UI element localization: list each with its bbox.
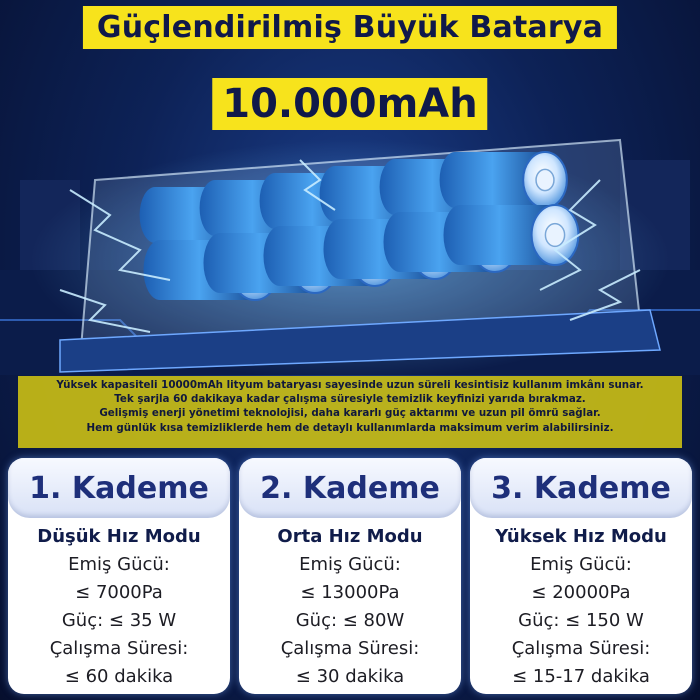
power-value: Güç: ≤ 150 W <box>518 610 644 631</box>
level-card-3 <box>470 458 692 694</box>
level-card-2 <box>239 458 461 694</box>
speed-mode: Düşük Hız Modu <box>37 526 201 547</box>
suction-label: Emiş Gücü: <box>68 554 170 575</box>
runtime-label: Çalışma Süresi: <box>511 638 651 659</box>
headline-banner: Güçlendirilmiş Büyük Batarya <box>83 6 617 49</box>
level-title: 1. Kademe <box>8 458 230 518</box>
level-title: 3. Kademe <box>470 458 692 518</box>
runtime-value: ≤ 15-17 dakika <box>512 666 650 687</box>
power-value: Güç: ≤ 80W <box>295 610 405 631</box>
description-line: Yüksek kapasiteli 10000mAh lityum bataryası sayesinde uzun süreli kesintisiz kullanım imkânı sunar. <box>56 379 644 391</box>
speed-mode: Orta Hız Modu <box>277 526 423 547</box>
capacity-banner: 10.000mAh <box>212 78 487 130</box>
runtime-label: Çalışma Süresi: <box>280 638 420 659</box>
suction-value: ≤ 20000Pa <box>531 582 631 603</box>
power-value: Güç: ≤ 35 W <box>61 610 177 631</box>
description-line: Tek şarjla 60 dakikaya kadar çalışma süresiyle temizlik keyfinizi yarıda bırakmaz. <box>114 393 586 406</box>
description-box <box>18 376 682 448</box>
battery-terminal <box>536 169 554 190</box>
suction-value: ≤ 13000Pa <box>300 582 400 603</box>
level-card-1 <box>8 458 230 694</box>
battery-terminal <box>545 224 564 247</box>
suction-label: Emiş Gücü: <box>530 554 632 575</box>
battery-pack-illustration <box>0 120 700 375</box>
runtime-value: ≤ 30 dakika <box>295 666 405 687</box>
level-title: 2. Kademe <box>239 458 461 518</box>
description-line: Gelişmiş enerji yönetimi teknolojisi, daha kararlı güç aktarımı ve uzun pil ömrü sağlar. <box>99 407 601 420</box>
suction-label: Emiş Gücü: <box>299 554 401 575</box>
description-line: Hem günlük kısa temizliklerde hem de detaylı kullanımlarda maksimum verim alabilirsiniz. <box>86 421 614 434</box>
runtime-value: ≤ 60 dakika <box>64 666 174 687</box>
runtime-label: Çalışma Süresi: <box>49 638 189 659</box>
speed-mode: Yüksek Hız Modu <box>495 526 667 547</box>
suction-value: ≤ 7000Pa <box>75 582 163 603</box>
